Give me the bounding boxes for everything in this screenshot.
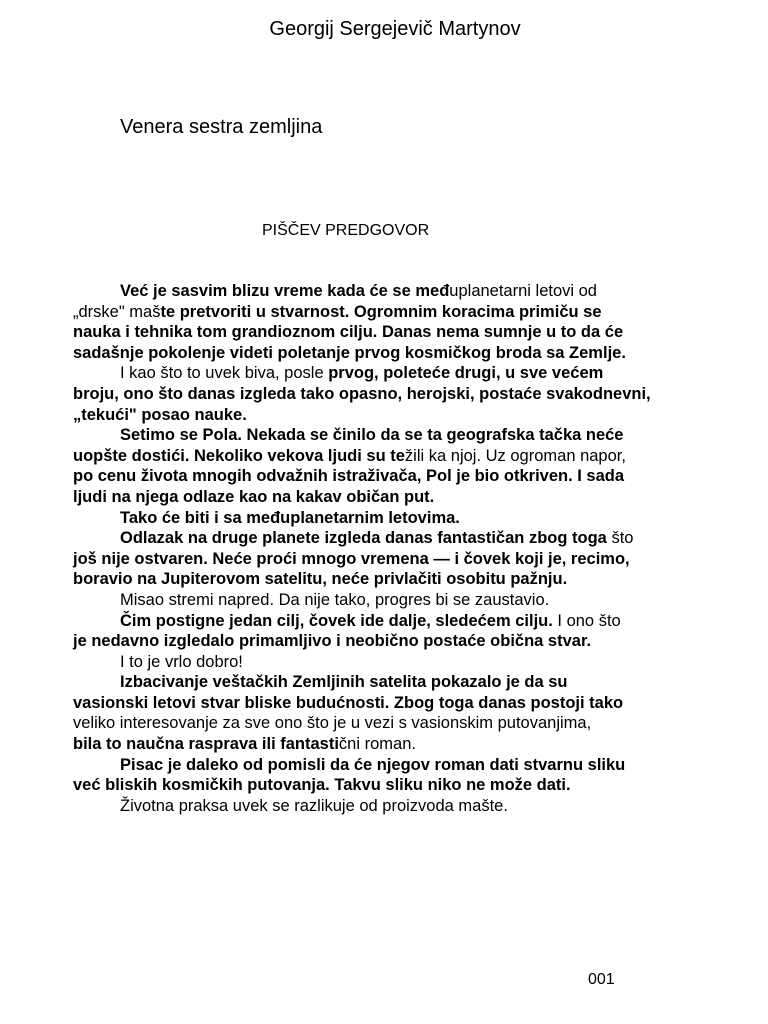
text-line — [73, 508, 693, 529]
bold-text-run: Već je sasvim blizu vreme kada će se međ — [120, 282, 450, 300]
text-run: Životna praksa uvek se razlikuje od proizvoda mašte. — [120, 796, 508, 815]
bold-text-run: Setimo se Pola. Nekada se činilo da se ta geografska tačka neće — [120, 426, 624, 445]
bold-text-run: Pisac je daleko od pomisli da će njegov roman dati stvarnu sliku — [120, 755, 626, 774]
text-run: I kao što to uvek biva, posle — [120, 364, 329, 383]
text-line — [73, 755, 693, 776]
text-line — [73, 281, 693, 302]
bold-text-run: „tekući" posao nauke. — [73, 405, 247, 424]
text-run: uplanetarni letovi od — [449, 282, 597, 300]
text-line — [73, 775, 693, 796]
text-line — [73, 405, 693, 426]
text-run: Misao stremi napred. Da nije tako, progres bi se zaustavio. — [120, 590, 550, 609]
text-line — [73, 363, 693, 384]
text-run: čni roman. — [338, 735, 416, 754]
bold-text-run: prvog, poleteće drugi, u sve većem — [328, 364, 604, 383]
text-line — [73, 672, 693, 693]
text-line — [73, 528, 693, 549]
text-line — [73, 713, 693, 734]
bold-text-run: vasionski letovi stvar bliske budućnosti. Zbog toga danas postoji tako — [73, 693, 624, 712]
text-run: „drske" maš — [73, 302, 161, 321]
text-line — [73, 384, 693, 405]
text-line — [73, 796, 693, 817]
preface-body — [73, 281, 693, 816]
bold-text-run: bila to naučna rasprava ili fantasti — [73, 735, 339, 754]
bold-text-run: nauka i tehnika tom grandioznom cilju. Danas nema sumnje u to da će — [73, 323, 624, 342]
book-title: Venera sestra zemljina — [120, 116, 323, 138]
section-heading: PIŠČEV PREDGOVOR — [262, 222, 430, 239]
text-line — [73, 425, 693, 446]
text-line — [73, 734, 693, 755]
bold-text-run: Odlazak na druge planete izgleda danas fantastičan zbog toga — [120, 529, 612, 548]
page-number: 001 — [588, 971, 615, 988]
author-name: Georgij Sergejevič Martynov — [269, 18, 521, 40]
bold-text-run: je nedavno izgledalo primamljivo i neobično postaće obična stvar. — [73, 632, 592, 651]
bold-text-run: Izbacivanje veštačkih Zemljinih satelita pokazalo je da su — [120, 673, 568, 692]
text-run: ž — [404, 446, 414, 465]
bold-text-run: ljudi na njega odlaze kao na kakav običan put. — [73, 487, 435, 506]
text-line — [73, 693, 693, 714]
text-line — [73, 487, 693, 508]
bold-text-run: još nije ostvaren. Neće proći mnogo vremena — i čovek koji je, recimo, — [73, 549, 630, 568]
bold-text-run: Čim postigne jedan cilj, čovek ide dalje, sledećem cilju. — [120, 611, 553, 630]
bold-text-run: Tako će biti i sa međuplanetarnim letovima. — [120, 508, 460, 527]
bold-text-run: boravio na Jupiterovom satelitu, neće privlačiti osobitu pažnju. — [73, 570, 568, 589]
text-run: što — [611, 529, 634, 548]
text-run: I ono što — [552, 611, 621, 630]
text-line — [73, 590, 693, 611]
bold-text-run: po cenu života mnogih odvažnih istraživača, Pol je bio otkriven. I sada — [73, 467, 625, 486]
text-run: veliko interesovanje za sve ono što je u vezi s vasionskim putovanjima, — [73, 714, 592, 733]
bold-text-run: uopšte dostići. Nekoliko vekova ljudi su te — [73, 446, 405, 465]
text-run: ili ka njoj. Uz ogroman napor, — [413, 446, 626, 465]
text-line — [73, 343, 693, 364]
text-run: I to je vrlo dobro! — [120, 652, 243, 671]
text-line — [73, 652, 693, 673]
text-line — [73, 631, 693, 652]
text-line — [73, 611, 693, 632]
text-line — [73, 446, 693, 467]
bold-text-run: već bliskih kosmičkih putovanja. Takvu sliku niko ne može dati. — [73, 776, 571, 795]
text-line — [73, 466, 693, 487]
text-line — [73, 549, 693, 570]
text-line — [73, 322, 693, 343]
text-line — [73, 302, 693, 323]
bold-text-run: sadašnje pokolenje videti poletanje prvog kosmičkog broda sa Zemlje. — [73, 343, 626, 362]
text-line — [73, 569, 693, 590]
bold-text-run: te pretvoriti u stvarnost. Ogromnim koracima primiču se — [160, 302, 602, 321]
bold-text-run: broju, ono što danas izgleda tako opasno, herojski, postaće svakodnevni, — [73, 384, 651, 403]
